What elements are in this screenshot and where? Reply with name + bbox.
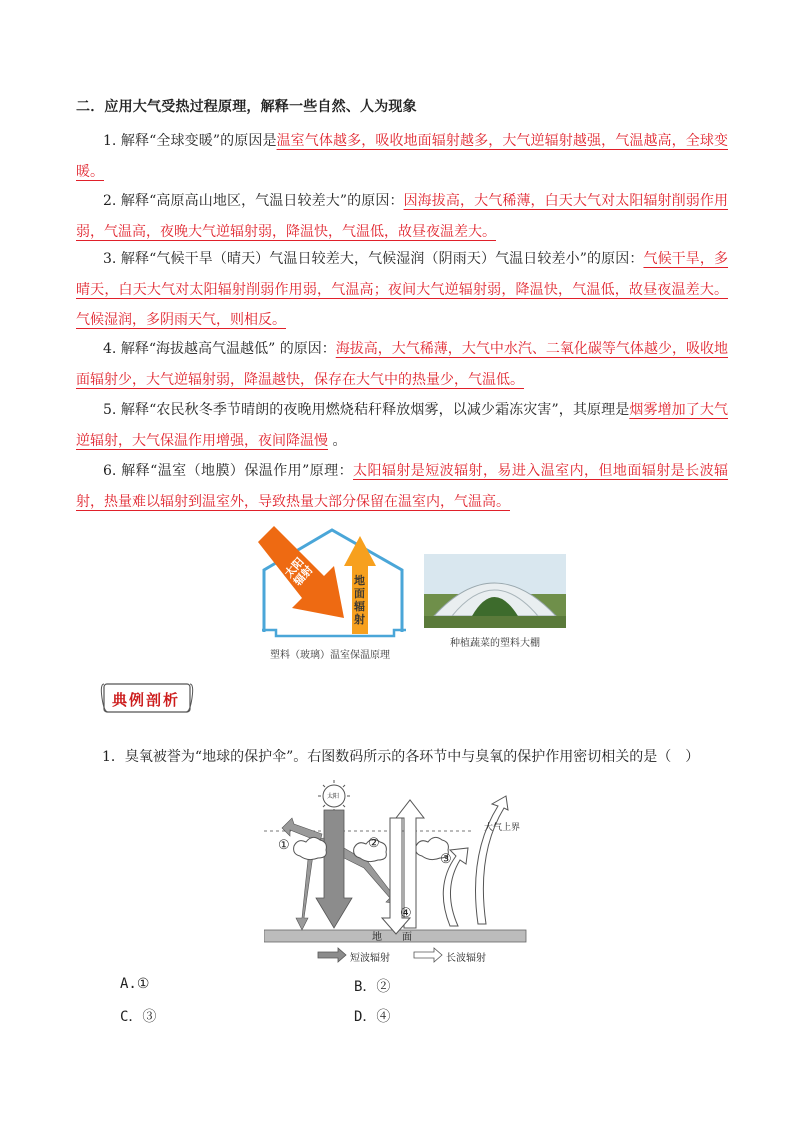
atmosphere-radiation-figure [264, 778, 534, 970]
item-prompt: 6. 解释“温室（地膜）保温作用”原理： [103, 463, 354, 479]
option-c: C．③ [120, 1009, 157, 1025]
item-3 [76, 244, 728, 336]
greenhouse-diagram [252, 524, 418, 644]
question-text: 1．臭氧被誉为“地球的保护伞”。右图数码所示的各环节中与臭氧的保护作用密切相关的是（ ） [102, 749, 700, 765]
item-prompt: 4. 解释“海拔越高气温越低” 的原因： [103, 341, 336, 357]
legend-long-wave: 长波辐射 [446, 953, 486, 964]
marker-2: ② [368, 836, 380, 851]
option-d: D．④ [354, 1009, 391, 1025]
item-answer: 太阳辐射是短波辐射，易进入温室内，但地面辐射是长波辐射，热量难以辐射到温室外，导致热量大部分保留在温室内，气温高。 [76, 463, 729, 510]
item-prompt: 1. 解释“全球变暖”的原因是 [103, 133, 277, 149]
item-2 [76, 186, 728, 247]
item-6 [76, 456, 728, 517]
item-prompt: 5. 解释“农民秋冬季节晴朗的夜晚用燃烧秸秆释放烟雾，以减少霜冻灾害”，其原理是 [103, 402, 630, 418]
item-1 [76, 126, 728, 187]
greenhouse-photo-image [424, 554, 566, 628]
item-suffix: 。 [328, 432, 347, 449]
sun-radiation-label: 太阳辐射 [282, 555, 316, 589]
marker-3: ③ [440, 852, 452, 867]
item-answer: 烟雾增加了大气逆辐射，大气保温作用增强，夜间降温慢 [76, 402, 729, 449]
item-prompt: 3. 解释“气候干旱（晴天）气温日较差大，气候湿润（阴雨天）气温日较差小”的原因： [103, 251, 644, 267]
item-answer: 气候干旱，多晴天，白天大气对太阳辐射削弱作用弱，气温高；夜间大气逆辐射弱，降温快，气温低，故昼夜温差大。气候湿润，多阴雨天气，则相反。 [76, 251, 729, 328]
option-b: B．② [354, 979, 391, 995]
item-answer: 因海拔高，大气稀薄，白天大气对太阳辐射削弱作用弱，气温高，夜晚大气逆辐射弱，降温快，气温低，故昼夜温差大。 [76, 193, 728, 240]
greenhouse-principle-caption: 塑料（玻璃）温室保温原理 [270, 650, 390, 661]
greenhouse-photo [424, 554, 566, 628]
marker-4: ④ [400, 906, 412, 921]
item-4 [76, 334, 728, 395]
item-answer: 海拔高，大气稀薄，大气中水汽、二氧化碳等气体越少，吸收地面辐射少，大气逆辐射弱，降温越快，保存在大气中的热量少，气温低。 [76, 341, 728, 388]
section-heading: 二．应用大气受热过程原理，解释一些自然、人为现象 [76, 99, 417, 115]
ground-label: 地 面 [372, 932, 412, 943]
item-5 [76, 395, 728, 456]
greenhouse-photo-caption: 种植蔬菜的塑料大棚 [450, 638, 540, 649]
top-of-atmosphere-label: 大气上界 [484, 823, 521, 833]
example-analysis-tag [100, 680, 194, 716]
tag-label: 典例剖析 [112, 691, 181, 709]
marker-1: ① [278, 838, 290, 853]
item-answer: 温室气体越多，吸收地面辐射越多，大气逆辐射越强，气温越高，全球变暖。 [76, 133, 728, 180]
item-prompt: 2. 解释“高原高山地区，气温日较差大”的原因： [103, 193, 404, 209]
ground-radiation-label: 地面辐射 [354, 574, 365, 626]
option-a: A.① [120, 976, 150, 992]
greenhouse-principle-figure [252, 524, 418, 644]
sun-label: 太阳 [327, 793, 340, 800]
legend-short-wave: 短波辐射 [350, 953, 390, 964]
